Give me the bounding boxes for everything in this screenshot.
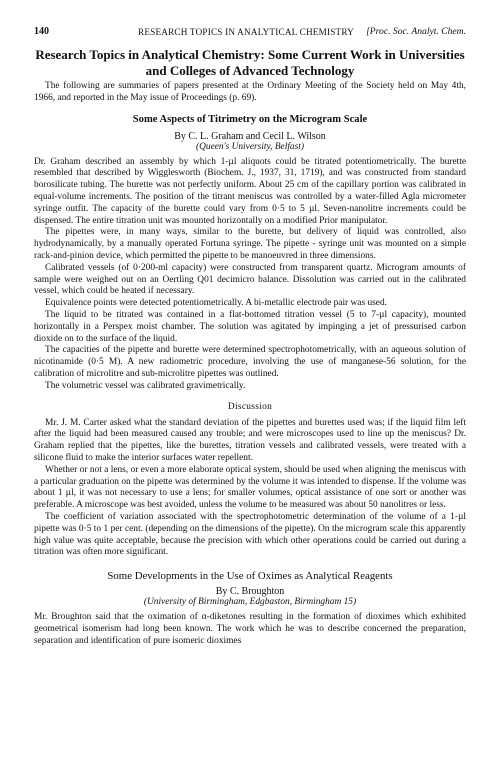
paper2-paragraph: Mr. Broughton said that the oximation of α-diketones resulting in the formation of dioximes which exhibited geometrical isomerism had long been known. The work which he was to describe concerned the preparation, separation and identification of pure isomeric dioximes — [34, 612, 466, 646]
article-title: Research Topics in Analytical Chemistry: Some Current Work in Universities and Colleges of Advanced Technology — [35, 47, 465, 78]
paper2-byline: By C. Broughton — [215, 586, 285, 598]
paper1-paragraph: The pipettes were, in many ways, similar to the burette, but delivery of liquid was controlled, also hydrodynamically, by a manually operated Fortuna syringe. The pipette - syringe unit was mounted on a simple rack-and-pinion device, which permitted the pipette to be manoeuvred in three dimensions. — [34, 227, 466, 261]
paper1-paragraph: Calibrated vessels (of 0·200-ml capacity) were constructed from transparent quartz. Microgram amounts of sample were weighed out on an Oertling Q01 decimicro balance. Dissolution was carried out in the calibrated vessel, which could be heated if necessary. — [34, 262, 466, 297]
paper2-title: Some Developments in the Use of Oximes as Analytical Reagents — [107, 570, 393, 583]
paper1-paragraph: Equivalence points were detected potentiometrically. A bi-metallic electrode pair was used. — [45, 298, 387, 309]
discussion-heading: Discussion — [227, 401, 273, 412]
paper1-affiliation: (Queen's University, Belfast) — [196, 141, 304, 152]
journal-name: [Proc. Soc. Analyt. Chem. — [366, 26, 466, 37]
paper2-affiliation: (University of Birmingham, Edgbaston, Birmingham 15) — [143, 597, 357, 608]
discussion-paragraph: The coefficient of variation associated with the spectrophotometric determination of the volume of a 1-µl pipette was 0·5 to 1 per cent. (depending on the dimensions of the pipette). On the microgram scale this apparently high value was quite acceptable, because the precision with which other operations could be carried out during a titration was often more significant. — [34, 511, 466, 558]
discussion-paragraph: Whether or not a lens, or even a more elaborate optical system, should be used when aligning the meniscus with a particular graduation on the pipette was determined by the volume it was intended to dispense. If the volume was about 1 µl, it was not necessary to use a lens; for smaller volumes, optical assistance of one sort or another was preferable. A microscope was best avoided, unless the volume to be measured was about 50 nanolitres or less. — [34, 464, 466, 511]
running-header — [34, 26, 466, 40]
paper1-paragraph: The capacities of the pipette and burette were determined spectrophotometrically, with an aqueous solution of nicotinamide (0·5 M). A new radiometric procedure, involving the use of manganese-56 solution, for the calibration of microlitre and sub-microlitre pipettes was outlined. — [34, 345, 466, 379]
paper1-paragraph: The liquid to be titrated was contained in a flat-bottomed titration vessel (5 to 7-µl capacity), mounted horizontally in a Perspex moist chamber. The solution was agitated by impinging a jet of pressurised carbon dioxide on to the surface of the liquid. — [34, 309, 466, 344]
intro-paragraph: The following are summaries of papers presented at the Ordinary Meeting of the Society held on May 4th, 1966, and reported in the May issue of Proceedings (p. 69). — [34, 81, 466, 103]
article-body — [34, 47, 466, 647]
running-title: RESEARCH TOPICS IN ANALYTICAL CHEMISTRY — [138, 27, 354, 37]
discussion-paragraph: Mr. J. M. Carter asked what the standard deviation of the pipettes and burettes used was; if the liquid film left after the liquid had been measured caused any trouble; and were microscopes used to line up the meniscus? Dr. Graham replied that the pipettes, like the burettes, titration vessels and calibrated vessels, were treated with a silicone fluid to make the interior surfaces water repellent. — [34, 417, 466, 463]
paper1-byline: By C. L. Graham and Cecil L. Wilson — [174, 130, 326, 142]
paper1-paragraph: Dr. Graham described an assembly by which 1-µl aliquots could be titrated potentiometrically. The burette resembled that described by Wigglesworth (Biochem. J., 1937, 31, 1719), and was constructed from standard borosilicate tubing. The burette was not perfectly uniform. About 25 cm of the capillary portion was calibrated in equal-volume increments. The position of the titrant meniscus was controlled by a water-filled Agla micrometer syringe outfit. The capacity of the burette could vary from 0·5 to 5 µl. Seven-nanolitre increments could be dispensed. The entire titration unit was mounted horizontally on a modified Prior manipulator. — [34, 156, 466, 226]
paper1-paragraph: The volumetric vessel was calibrated gravimetrically. — [45, 380, 246, 391]
page-number: 140 — [34, 26, 49, 37]
paper1-title: Some Aspects of Titrimetry on the Microgram Scale — [132, 113, 368, 125]
